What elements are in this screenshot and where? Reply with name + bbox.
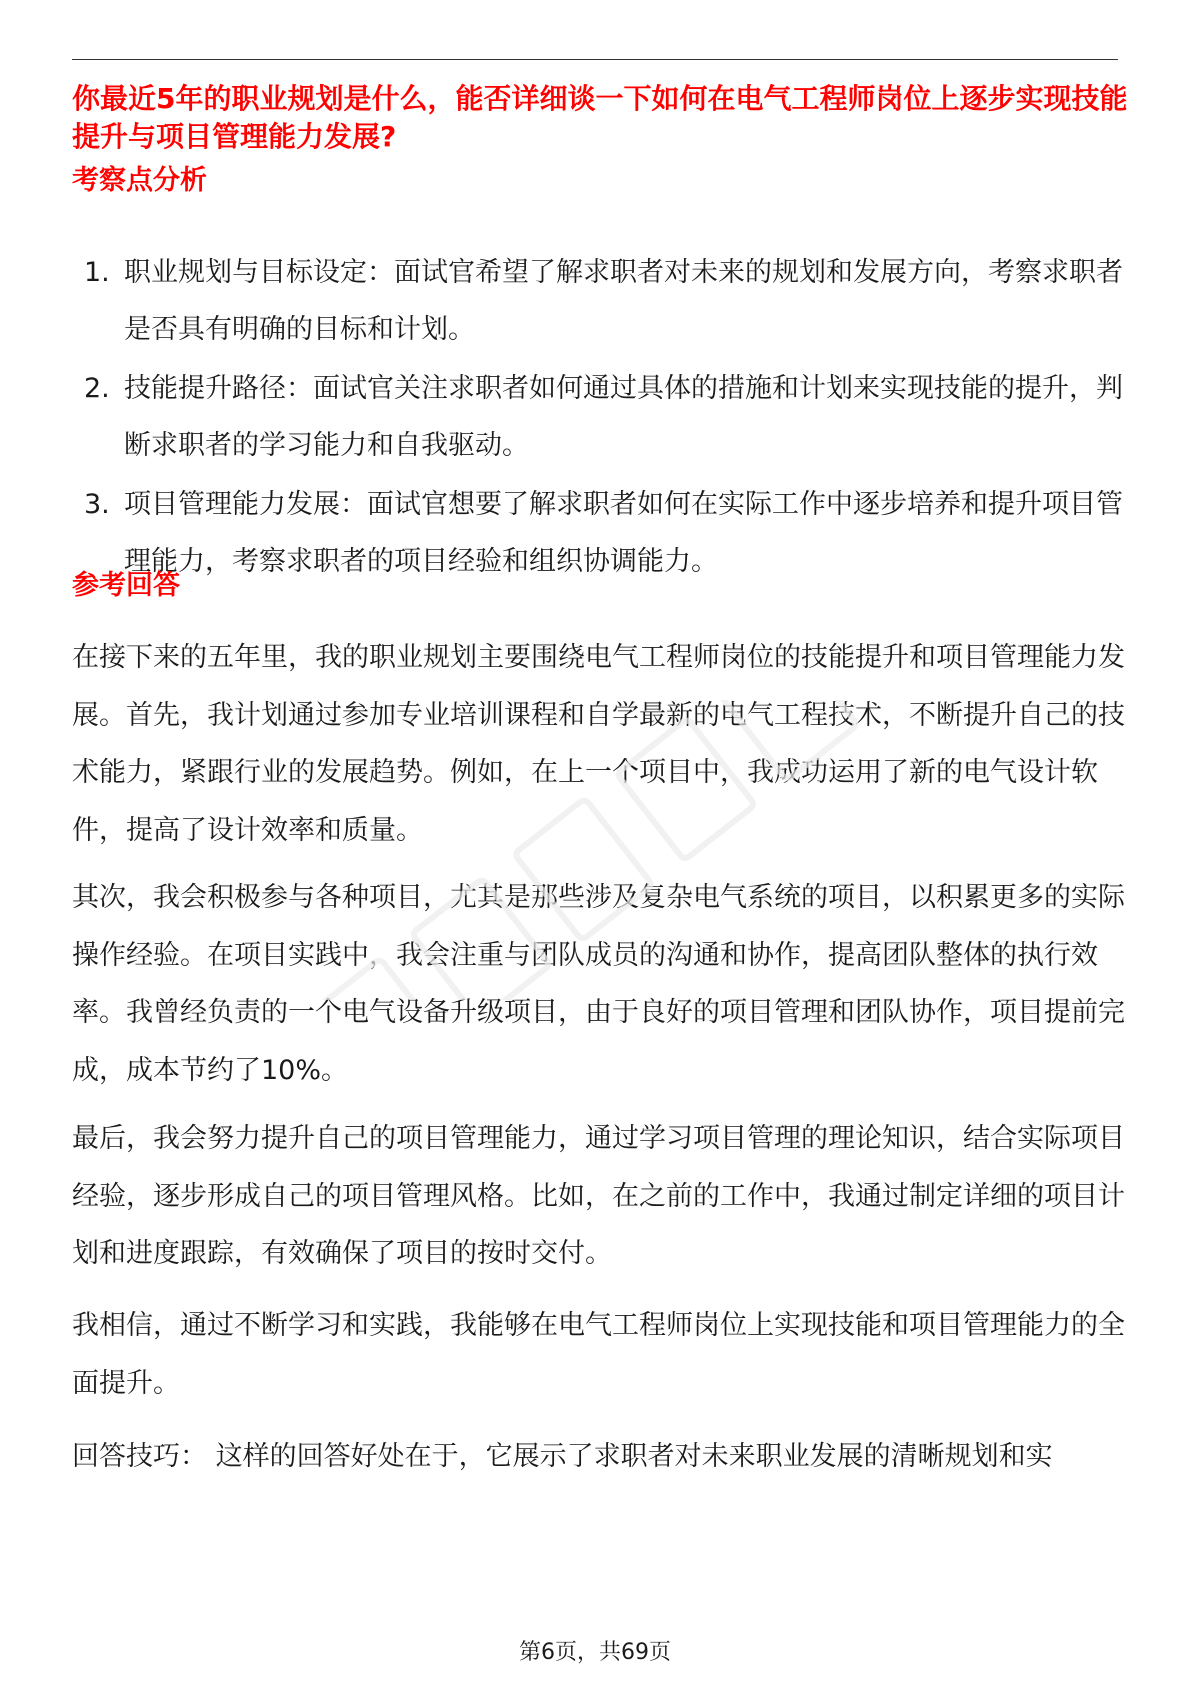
top-divider <box>72 59 1118 60</box>
list-text: 项目管理能力发展：面试官想要了解求职者如何在实际工作中逐步培养和提升项目管理能力，考察求职者的项目经验和组织协调能力。 <box>124 489 1123 577</box>
page-number: 第6页，共69页 <box>519 1640 671 1665</box>
answer-tip: 回答技巧： 这样的回答好处在于，它展示了求职者对未来职业发展的清晰规划和实 <box>72 1441 1053 1472</box>
list-number: 1. <box>84 257 110 288</box>
answer-paragraph: 其次，我会积极参与各种项目，尤其是那些涉及复杂电气系统的项目，以积累更多的实际操作经验。在项目实践中，我会注重与团队成员的沟通和协作，提高团队整体的执行效率。我曾经负责的一个电气设备升级项目，由于良好的项目管理和团队协作，项目提前完成，成本节约了10%。 <box>72 882 1125 1086</box>
list-item <box>84 244 1124 358</box>
list-number: 2. <box>84 373 110 404</box>
list-item <box>84 476 1124 590</box>
list-text: 职业规划与目标设定：面试官希望了解求职者对未来的规划和发展方向，考察求职者是否具有明确的目标和计划。 <box>124 257 1123 345</box>
answer-paragraph: 我相信，通过不断学习和实践，我能够在电气工程师岗位上实现技能和项目管理能力的全面提升。 <box>72 1310 1125 1399</box>
question-title: 你最近5年的职业规划是什么，能否详细谈一下如何在电气工程师岗位上逐步实现技能提升与项目管理能力发展? <box>72 82 1128 153</box>
list-item <box>84 360 1124 474</box>
list-number: 3. <box>84 489 110 520</box>
analysis-list <box>84 244 1124 592</box>
analysis-heading: 考察点分析 <box>72 165 207 196</box>
answer-paragraph: 最后，我会努力提升自己的项目管理能力，通过学习项目管理的理论知识，结合实际项目经验，逐步形成自己的项目管理风格。比如，在之前的工作中，我通过制定详细的项目计划和进度跟踪，有效确保了项目的按时交付。 <box>72 1123 1125 1269</box>
answer-heading: 参考回答 <box>72 570 180 601</box>
answer-paragraph: 在接下来的五年里，我的职业规划主要围绕电气工程师岗位的技能提升和项目管理能力发展。首先，我计划通过参加专业培训课程和自学最新的电气工程技术，不断提升自己的技术能力，紧跟行业的发展趋势。例如，在上一个项目中，我成功运用了新的电气设计软件，提高了设计效率和质量。 <box>72 642 1125 846</box>
list-text: 技能提升路径：面试官关注求职者如何通过具体的措施和计划来实现技能的提升，判断求职者的学习能力和自我驱动。 <box>124 373 1123 461</box>
